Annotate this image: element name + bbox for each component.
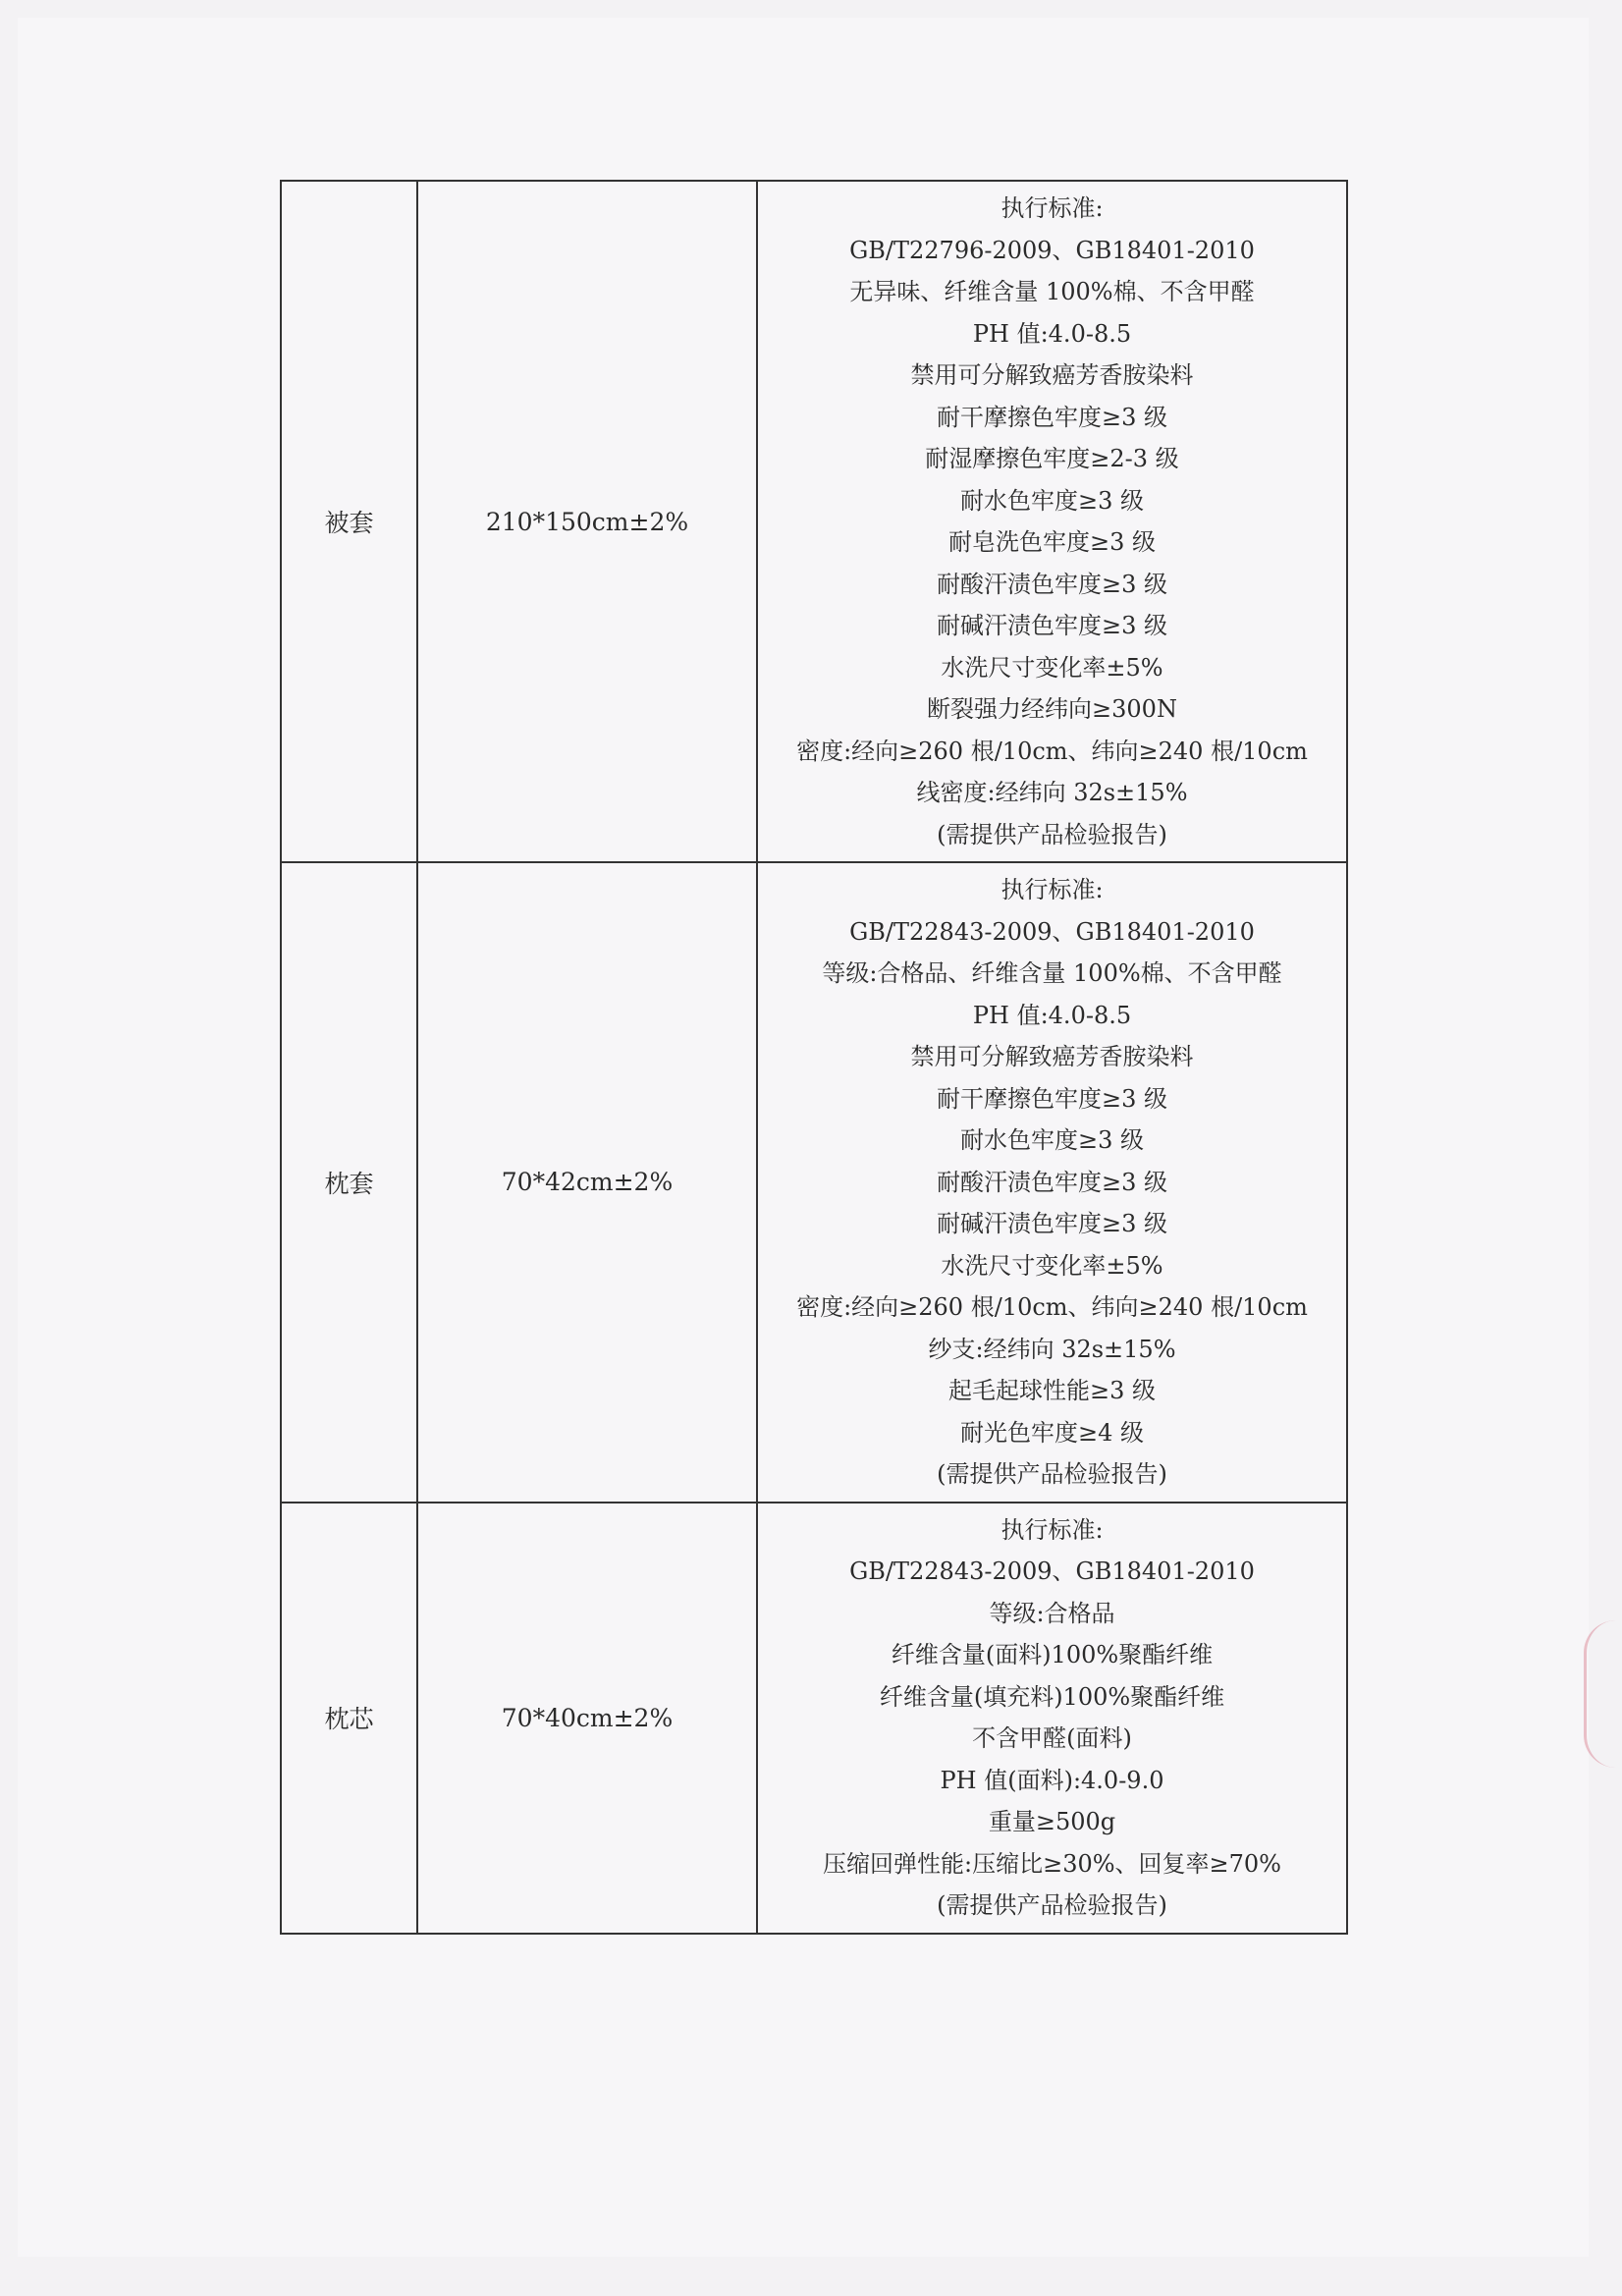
standard-line: 等级:合格品、纤维含量 100%棉、不含甲醛 <box>822 959 1282 987</box>
standard-line: PH 值:4.0-8.5 <box>972 1001 1132 1029</box>
standard-line: 耐皂洗色牢度≥3 级 <box>947 528 1156 556</box>
table-row <box>281 1503 1347 1934</box>
standard-line: 不含甲醛(面料) <box>972 1724 1132 1752</box>
product-size: 70*42cm±2% <box>501 1168 674 1197</box>
product-name: 枕芯 <box>324 1705 374 1733</box>
standard-line: 耐碱汗渍色牢度≥3 级 <box>936 612 1167 639</box>
standard-line: 执行标准: <box>1000 194 1104 222</box>
product-size-cell <box>417 1503 757 1934</box>
product-name-cell <box>281 181 417 862</box>
standard-line: 禁用可分解致癌芳香胺染料 <box>910 1043 1194 1070</box>
standard-line: 耐干摩擦色牢度≥3 级 <box>936 403 1167 431</box>
standard-line: GB/T22796-2009、GB18401-2010 <box>849 236 1255 264</box>
standard-line: 纱支:经纬向 32s±15% <box>928 1335 1176 1363</box>
product-spec-table <box>280 180 1348 1935</box>
standard-cell <box>757 181 1347 862</box>
standard-line: (需提供产品检验报告) <box>937 820 1167 848</box>
standard-line: (需提供产品检验报告) <box>937 1891 1167 1919</box>
standard-line: 耐湿摩擦色牢度≥2-3 级 <box>925 445 1179 472</box>
table-row <box>281 181 1347 862</box>
standard-line: PH 值:4.0-8.5 <box>972 319 1132 348</box>
standard-line: 耐水色牢度≥3 级 <box>959 486 1144 515</box>
standard-line: GB/T22843-2009、GB18401-2010 <box>849 917 1255 946</box>
standard-line: 禁用可分解致癌芳香胺染料 <box>910 361 1194 389</box>
standard-line: 密度:经向≥260 根/10cm、纬向≥240 根/10cm <box>796 1293 1308 1321</box>
product-size-cell <box>417 181 757 862</box>
standard-line: 重量≥500g <box>988 1808 1116 1835</box>
product-size: 210*150cm±2% <box>485 507 689 536</box>
standard-line: 纤维含量(面料)100%聚酯纤维 <box>891 1641 1214 1668</box>
standard-cell <box>757 1503 1347 1934</box>
product-name-cell <box>281 1503 417 1934</box>
standard-line: 纤维含量(填充料)100%聚酯纤维 <box>879 1682 1225 1711</box>
standard-line: 水洗尺寸变化率±5% <box>941 653 1163 682</box>
standard-line: 耐碱汗渍色牢度≥3 级 <box>936 1210 1167 1237</box>
product-name: 被套 <box>324 509 374 537</box>
standard-line: 起毛起球性能≥3 级 <box>947 1377 1156 1404</box>
standard-line: GB/T22843-2009、GB18401-2010 <box>849 1558 1255 1585</box>
standard-line: 执行标准: <box>1000 876 1104 903</box>
seal-stamp-fragment <box>1584 1620 1616 1768</box>
standard-line: 耐干摩擦色牢度≥3 级 <box>936 1084 1167 1113</box>
standard-line: (需提供产品检验报告) <box>937 1460 1167 1488</box>
standard-line: 执行标准: <box>1000 1515 1104 1544</box>
product-size-cell <box>417 862 757 1503</box>
table-row <box>281 862 1347 1503</box>
standard-line: 耐光色牢度≥4 级 <box>959 1418 1144 1447</box>
standard-line: 压缩回弹性能:压缩比≥30%、回复率≥70% <box>823 1849 1281 1878</box>
standard-line: 耐酸汗渍色牢度≥3 级 <box>936 570 1167 598</box>
standard-line: 耐酸汗渍色牢度≥3 级 <box>936 1168 1167 1196</box>
standard-line: 耐水色牢度≥3 级 <box>959 1126 1144 1154</box>
product-name-cell <box>281 862 417 1503</box>
standard-cell <box>757 862 1347 1503</box>
product-name: 枕套 <box>324 1169 374 1198</box>
standard-line: 密度:经向≥260 根/10cm、纬向≥240 根/10cm <box>796 737 1308 765</box>
standard-line: 无异味、纤维含量 100%棉、不含甲醛 <box>849 278 1255 305</box>
standard-line: 等级:合格品 <box>989 1599 1115 1627</box>
standard-line: 水洗尺寸变化率±5% <box>941 1251 1163 1280</box>
standard-line: 线密度:经纬向 32s±15% <box>916 779 1188 806</box>
product-size: 70*40cm±2% <box>501 1703 674 1732</box>
standard-line: PH 值(面料):4.0-9.0 <box>940 1766 1164 1794</box>
standard-line: 断裂强力经纬向≥300N <box>927 695 1177 723</box>
